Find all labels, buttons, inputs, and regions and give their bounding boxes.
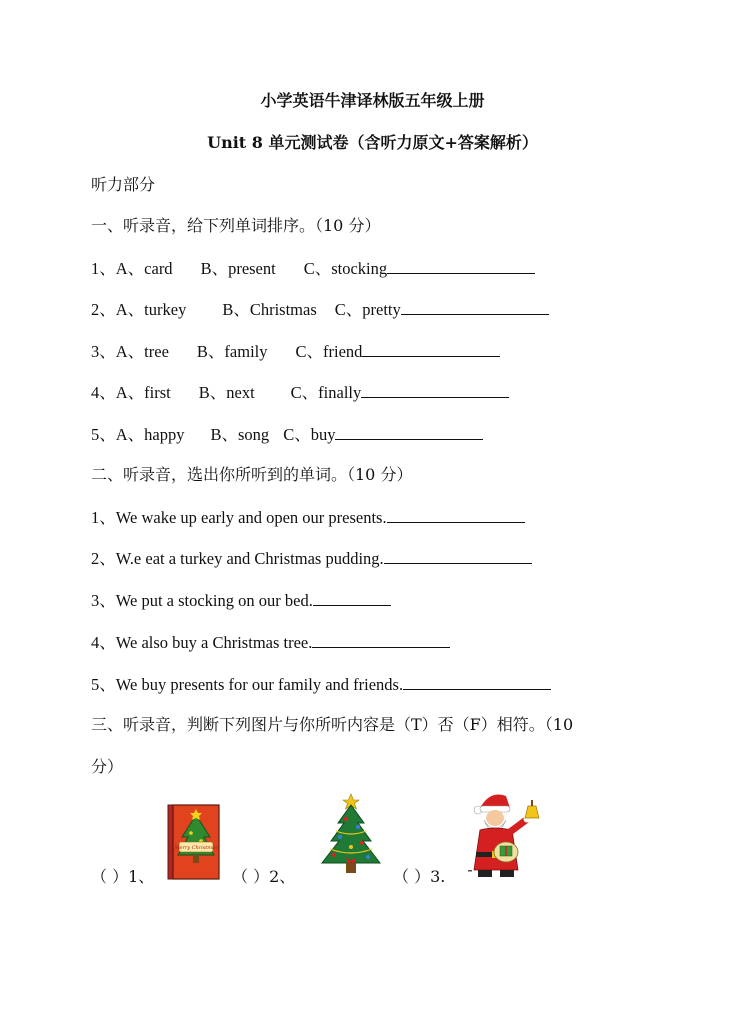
part3-item-2 (232, 864, 295, 887)
option-a: A、card (115, 259, 173, 278)
item-number: 2、 (269, 867, 296, 886)
answer-bracket[interactable]: （ ） (91, 867, 129, 886)
part2-heading: 二、听录音，选出你所听到的单词。（10 分） (91, 465, 413, 484)
part3-heading: 三、听录音，判断下列图片与你所听内容是（T）否（F）相符。（10 (91, 715, 574, 734)
part1-item (91, 338, 500, 362)
item-number: 3、 (91, 342, 116, 361)
part1-item (91, 421, 483, 445)
item-number: 1、 (128, 867, 155, 886)
option-b: B、next (198, 383, 255, 402)
part2-item (91, 587, 391, 611)
part1-item (91, 296, 549, 320)
part1-item (91, 379, 509, 403)
answer-blank[interactable] (387, 259, 535, 274)
option-b: B、family (196, 342, 268, 361)
option-c: C、pretty (334, 300, 401, 319)
page-title: 小学英语牛津译林版五年级上册 (260, 91, 485, 110)
item-number: 5、 (91, 675, 116, 694)
part3-item-3 (393, 864, 445, 887)
sentence: W.e eat a turkey and Christmas pudding. (115, 549, 384, 568)
answer-blank[interactable] (401, 300, 549, 315)
part2-item (91, 671, 551, 695)
sentence: We wake up early and open our presents. (115, 508, 387, 527)
option-c: C、finally (290, 383, 362, 402)
option-b: B、song (210, 425, 270, 444)
page-subtitle: Unit 8 单元测试卷（含听力原文+答案解析） (207, 133, 538, 152)
answer-blank[interactable] (387, 508, 525, 523)
item-number: 3、 (91, 591, 116, 610)
sentence: We buy presents for our family and friends. (115, 675, 404, 694)
part3-heading-cont: 分） (91, 757, 124, 776)
item-number: 2、 (91, 300, 116, 319)
christmas-tree-image (318, 791, 384, 877)
answer-blank[interactable] (384, 549, 532, 564)
christmas-card-image (166, 803, 222, 881)
item-number: 3. (430, 867, 446, 886)
sentence: We put a stocking on our bed. (115, 591, 313, 610)
answer-blank[interactable] (313, 591, 391, 606)
answer-blank[interactable] (403, 675, 551, 690)
item-number: 1、 (91, 508, 116, 527)
section-label: 听力部分 (91, 175, 156, 194)
santa-claus-image (466, 786, 548, 882)
item-number: 5、 (91, 425, 116, 444)
answer-bracket[interactable]: （ ） (232, 867, 270, 886)
part1-item (91, 255, 535, 279)
option-a: A、tree (115, 342, 169, 361)
option-a: A、first (115, 383, 171, 402)
answer-blank[interactable] (361, 383, 509, 398)
option-b: B、present (200, 259, 276, 278)
option-a: A、turkey (115, 300, 187, 319)
answer-blank[interactable] (362, 342, 500, 357)
option-a: A、happy (115, 425, 185, 444)
option-c: C、buy (283, 425, 336, 444)
part2-item (91, 545, 532, 569)
part2-item (91, 504, 525, 528)
answer-bracket[interactable]: （ ） (393, 867, 431, 886)
part1-heading: 一、听录音，给下列单词排序。（10 分） (91, 216, 381, 235)
item-number: 2、 (91, 549, 116, 568)
item-number: 4、 (91, 633, 116, 652)
answer-blank[interactable] (312, 633, 450, 648)
item-number: 4、 (91, 383, 116, 402)
part2-item (91, 629, 450, 653)
sentence: We also buy a Christmas tree. (115, 633, 313, 652)
option-c: C、friend (295, 342, 363, 361)
card-text: Merry Christmas (174, 845, 218, 851)
answer-blank[interactable] (335, 425, 483, 440)
item-number: 1、 (91, 259, 116, 278)
option-b: B、Christmas (222, 300, 317, 319)
part3-item-1 (91, 864, 154, 887)
option-c: C、stocking (303, 259, 388, 278)
